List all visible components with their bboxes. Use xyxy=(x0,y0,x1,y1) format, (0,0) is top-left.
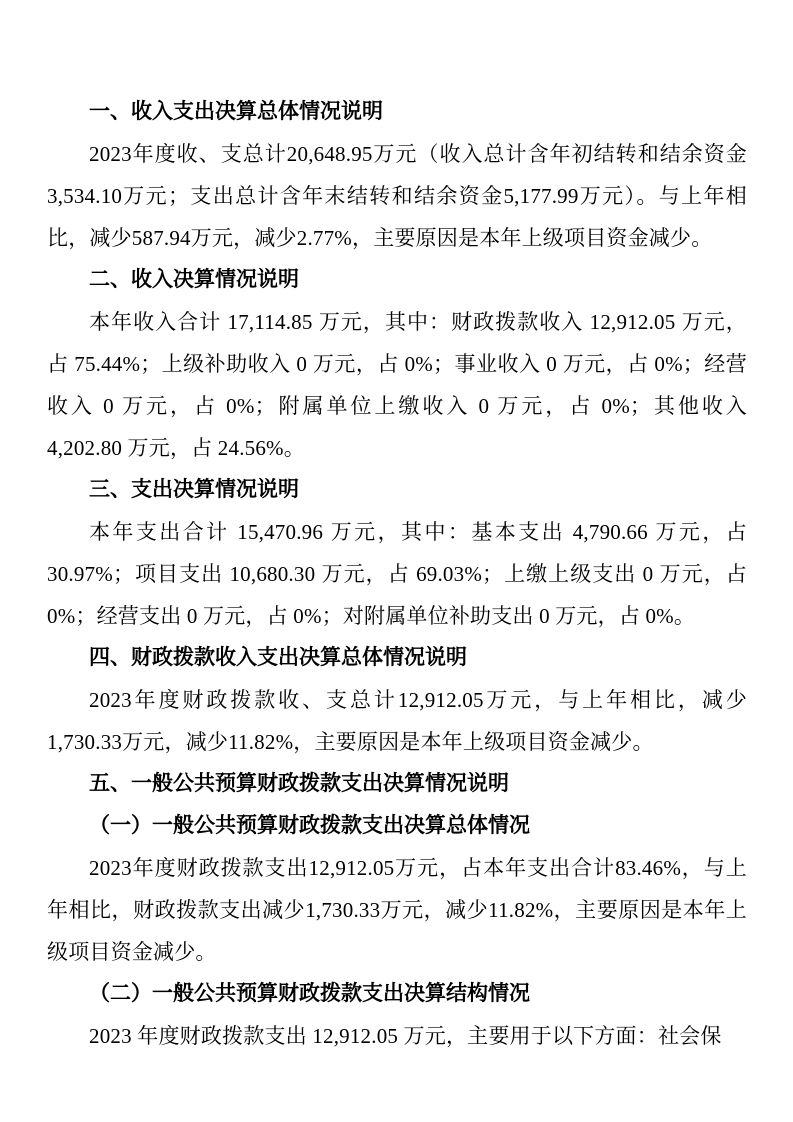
section-heading: 一、收入支出决算总体情况说明 xyxy=(89,100,383,123)
body-paragraph: 本年支出合计 15,470.96 万元，其中：基本支出 4,790.66 万元，占 30.97%；项目支出 10,680.30 万元，占 69.03%；上缴上级支出 0 万元，占 0%；经营支出 0 万元，占 0%；对附属单位补助支出 0 万元，占 0%。 xyxy=(47,520,747,628)
body-paragraph: 2023年度收、支总计20,648.95万元（收入总计含年初结转和结余资金3,534.10万元；支出总计含年末结转和结余资金5,177.99万元）。与上年相比，减少587.94万元，减少2.77%，主要原因是本年上级项目资金减少。 xyxy=(47,142,747,250)
body-paragraph: 2023 年度财政拨款支出 12,912.05 万元，主要用于以下方面：社会保 xyxy=(89,1024,722,1048)
section-heading: 二、收入决算情况说明 xyxy=(89,268,299,291)
body-paragraph: 2023年度财政拨款支出12,912.05万元，占本年支出合计83.46%，与上年相比，财政拨款支出减少1,730.33万元，减少11.82%，主要原因是本年上级项目资金减少。 xyxy=(47,856,747,964)
body-paragraph: 本年收入合计 17,114.85 万元，其中：财政拨款收入 12,912.05 万元，占 75.44%；上级补助收入 0 万元，占 0%；事业收入 0 万元，占 0%；经营收入 0 万元，占 0%；附属单位上缴收入 0 万元，占 0%；其他收入 4,202.80 万元，占 24.56%。 xyxy=(47,310,747,460)
section-heading: 四、财政拨款收入支出决算总体情况说明 xyxy=(89,646,467,669)
section-heading: 五、一般公共预算财政拨款支出决算情况说明 xyxy=(89,772,509,795)
section-heading: （一）一般公共预算财政拨款支出决算总体情况 xyxy=(89,814,530,837)
body-paragraph: 2023年度财政拨款收、支总计12,912.05万元，与上年相比，减少1,730.33万元，减少11.82%，主要原因是本年上级项目资金减少。 xyxy=(47,688,747,754)
section-heading: 三、支出决算情况说明 xyxy=(89,478,299,501)
section-heading: （二）一般公共预算财政拨款支出决算结构情况 xyxy=(89,982,530,1005)
